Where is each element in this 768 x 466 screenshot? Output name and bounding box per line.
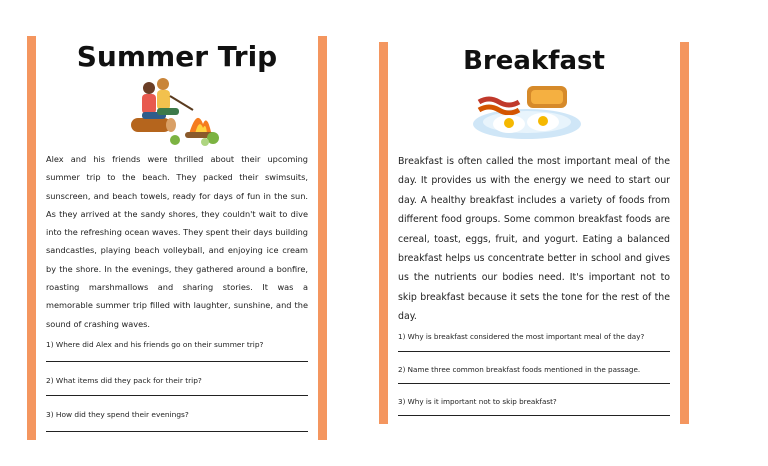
question-3: 3) Why is it important not to skip breakfast? [398, 397, 557, 406]
answer-line-1[interactable] [398, 351, 670, 352]
accent-bar-left [379, 42, 388, 424]
question-1: 1) Where did Alex and his friends go on their summer trip? [46, 340, 264, 349]
worksheet-summer-trip [27, 36, 327, 440]
question-1: 1) Why is breakfast considered the most important meal of the day? [398, 332, 645, 341]
accent-bar-right [680, 42, 689, 424]
answer-line-2[interactable] [46, 395, 308, 396]
passage-text: Breakfast is often called the most important meal of the day. It provides us with the energy we need to start our day. A healthy breakfast includes a variety of foods from different food groups. Some common breakfast foods are cereal, toast, eggs, fruit, and yogurt. Eating a balanced breakfast helps us concentrate better in school and gives us the nutrients our bodies need. It's important not to skip breakfast because it sets the tone for the rest of the day. [398, 156, 670, 323]
answer-line-2[interactable] [398, 383, 670, 384]
worksheet-title: Breakfast [463, 46, 605, 76]
worksheet-title: Summer Trip [76, 40, 278, 73]
worksheet-breakfast [379, 42, 689, 424]
campfire-couple-icon [127, 74, 219, 146]
accent-bar-left [27, 36, 36, 440]
question-2: 2) What items did they pack for their trip? [46, 376, 202, 385]
answer-line-1[interactable] [46, 361, 308, 362]
passage-text: Alex and his friends were thrilled about their upcoming summer trip to the beach. They packed their swimsuits, sunscreen, and beach towels, ready for days of fun in the sun. As they arrived at the sandy shores, they couldn't wait to dive into the refreshing ocean waves. They spent their days building sandcastles, playing beach volleyball, and enjoying ice cream by the shore. In the evenings, they gathered around a bonfire, roasting marshmallows and sharing stories. It was a memorable summer trip filled with laughter, sunshine, and the sound of crashing waves. [46, 154, 308, 329]
answer-line-3[interactable] [46, 431, 308, 432]
accent-bar-right [318, 36, 327, 440]
question-3: 3) How did they spend their evenings? [46, 410, 189, 419]
breakfast-plate-icon [469, 80, 585, 142]
answer-line-3[interactable] [398, 415, 670, 416]
question-2: 2) Name three common breakfast foods mentioned in the passage. [398, 365, 641, 374]
